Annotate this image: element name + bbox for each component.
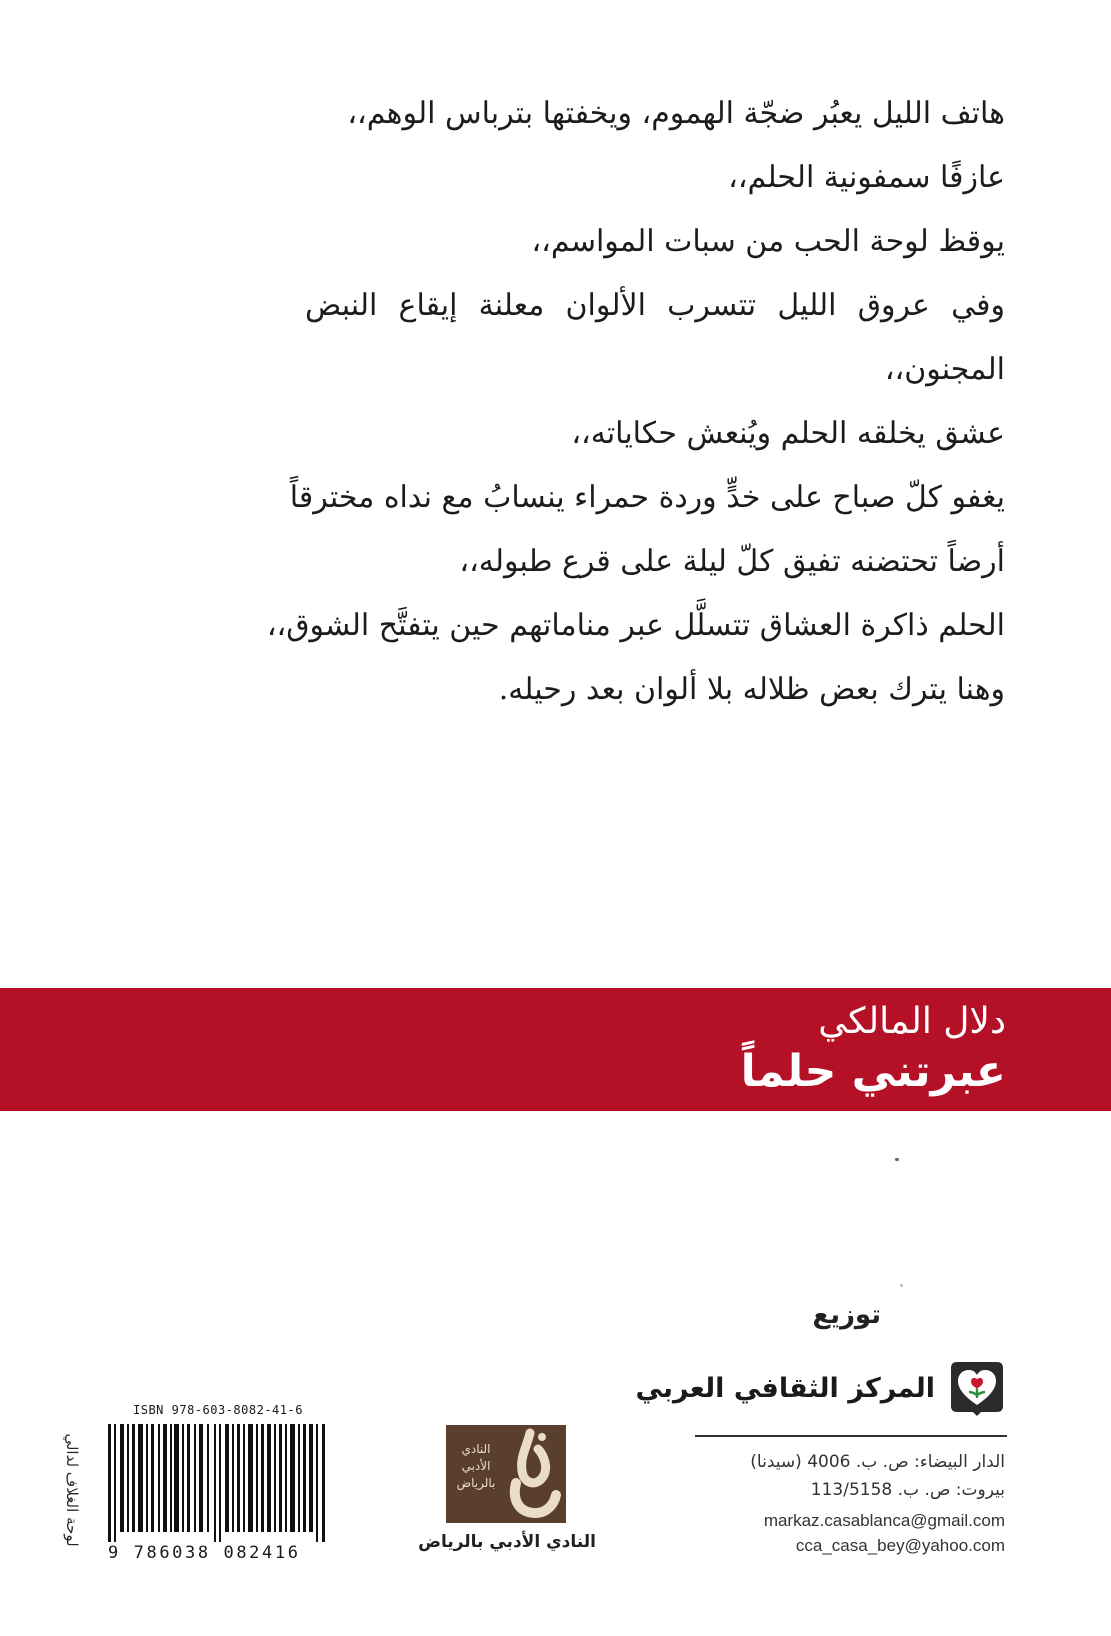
poem-line: وهنا يترك بعض ظلاله بلا ألوان بعد رحيله. [498, 672, 1005, 707]
flower-in-heart-icon [947, 1358, 1007, 1418]
author-name: دلال المالكي [818, 1001, 1006, 1042]
divider [695, 1435, 1007, 1437]
poem-line: هاتف الليل يعبُر ضجّة الهموم، ويخفتها بترباس الوهم،، [347, 96, 1005, 131]
poem-line: يغفو كلّ صباح على خدٍّ وردة حمراء ينسابُ مع نداه مخترقاً [289, 480, 1005, 515]
publisher-lockup [636, 1357, 1007, 1419]
email-address: cca_casa_bey@yahoo.com [795, 1536, 1005, 1555]
title-band [0, 988, 1111, 1111]
book-title: عبرتني حلماً [740, 1046, 1006, 1097]
poem-line: الحلم ذاكرة العشاق تتسلَّل عبر مناماتهم حين يتفتَّح الشوق،، [266, 608, 1005, 643]
poem-line: عازفًا سمفونية الحلم،، [728, 160, 1005, 195]
back-cover-poem [266, 82, 1005, 722]
club-logo-text [448, 1441, 504, 1492]
club-logo [446, 1425, 566, 1523]
poem-line: عشق يخلقه الحلم ويُنعش حكاياته،، [571, 416, 1005, 451]
poem-line: أرضاً تحتضنه تفيق كلّ ليلة على قرع طبوله،، [459, 544, 1005, 579]
club-logo-text-line: الأدبي [461, 1459, 491, 1473]
cover-art-credit: لوحة الغلاف لدالي [63, 1433, 81, 1547]
poem-line: وفي عروق الليل تتسرب الألوان معلنة إيقاع النبض [305, 288, 1005, 323]
club-logo-text-line: بالرياض [456, 1476, 496, 1490]
club-logo-text-line: النادي [461, 1442, 491, 1456]
barcode-digits: 9 786038 082416 [108, 1543, 301, 1563]
poem-line: يوقظ لوحة الحب من سبات المواسم،، [531, 224, 1005, 259]
poem-line: المجنون،، [884, 352, 1005, 387]
isbn-label: ISBN 978-603-8082-41-6 [133, 1403, 303, 1417]
paper-speck [900, 1284, 903, 1287]
barcode [108, 1424, 328, 1542]
publisher-name: المركز الثقافي العربي [635, 1372, 935, 1404]
casablanca-address: الدار البيضاء: ص. ب. 4006 (سيدنا) [750, 1452, 1005, 1472]
email-address: markaz.casablanca@gmail.com [763, 1511, 1005, 1530]
paper-speck [895, 1158, 899, 1161]
distribution-label: توزيع [812, 1300, 881, 1330]
club-caption: النادي الأدبي بالرياض [418, 1532, 596, 1552]
beirut-address: بيروت: ص. ب. 113/5158 [810, 1480, 1005, 1500]
